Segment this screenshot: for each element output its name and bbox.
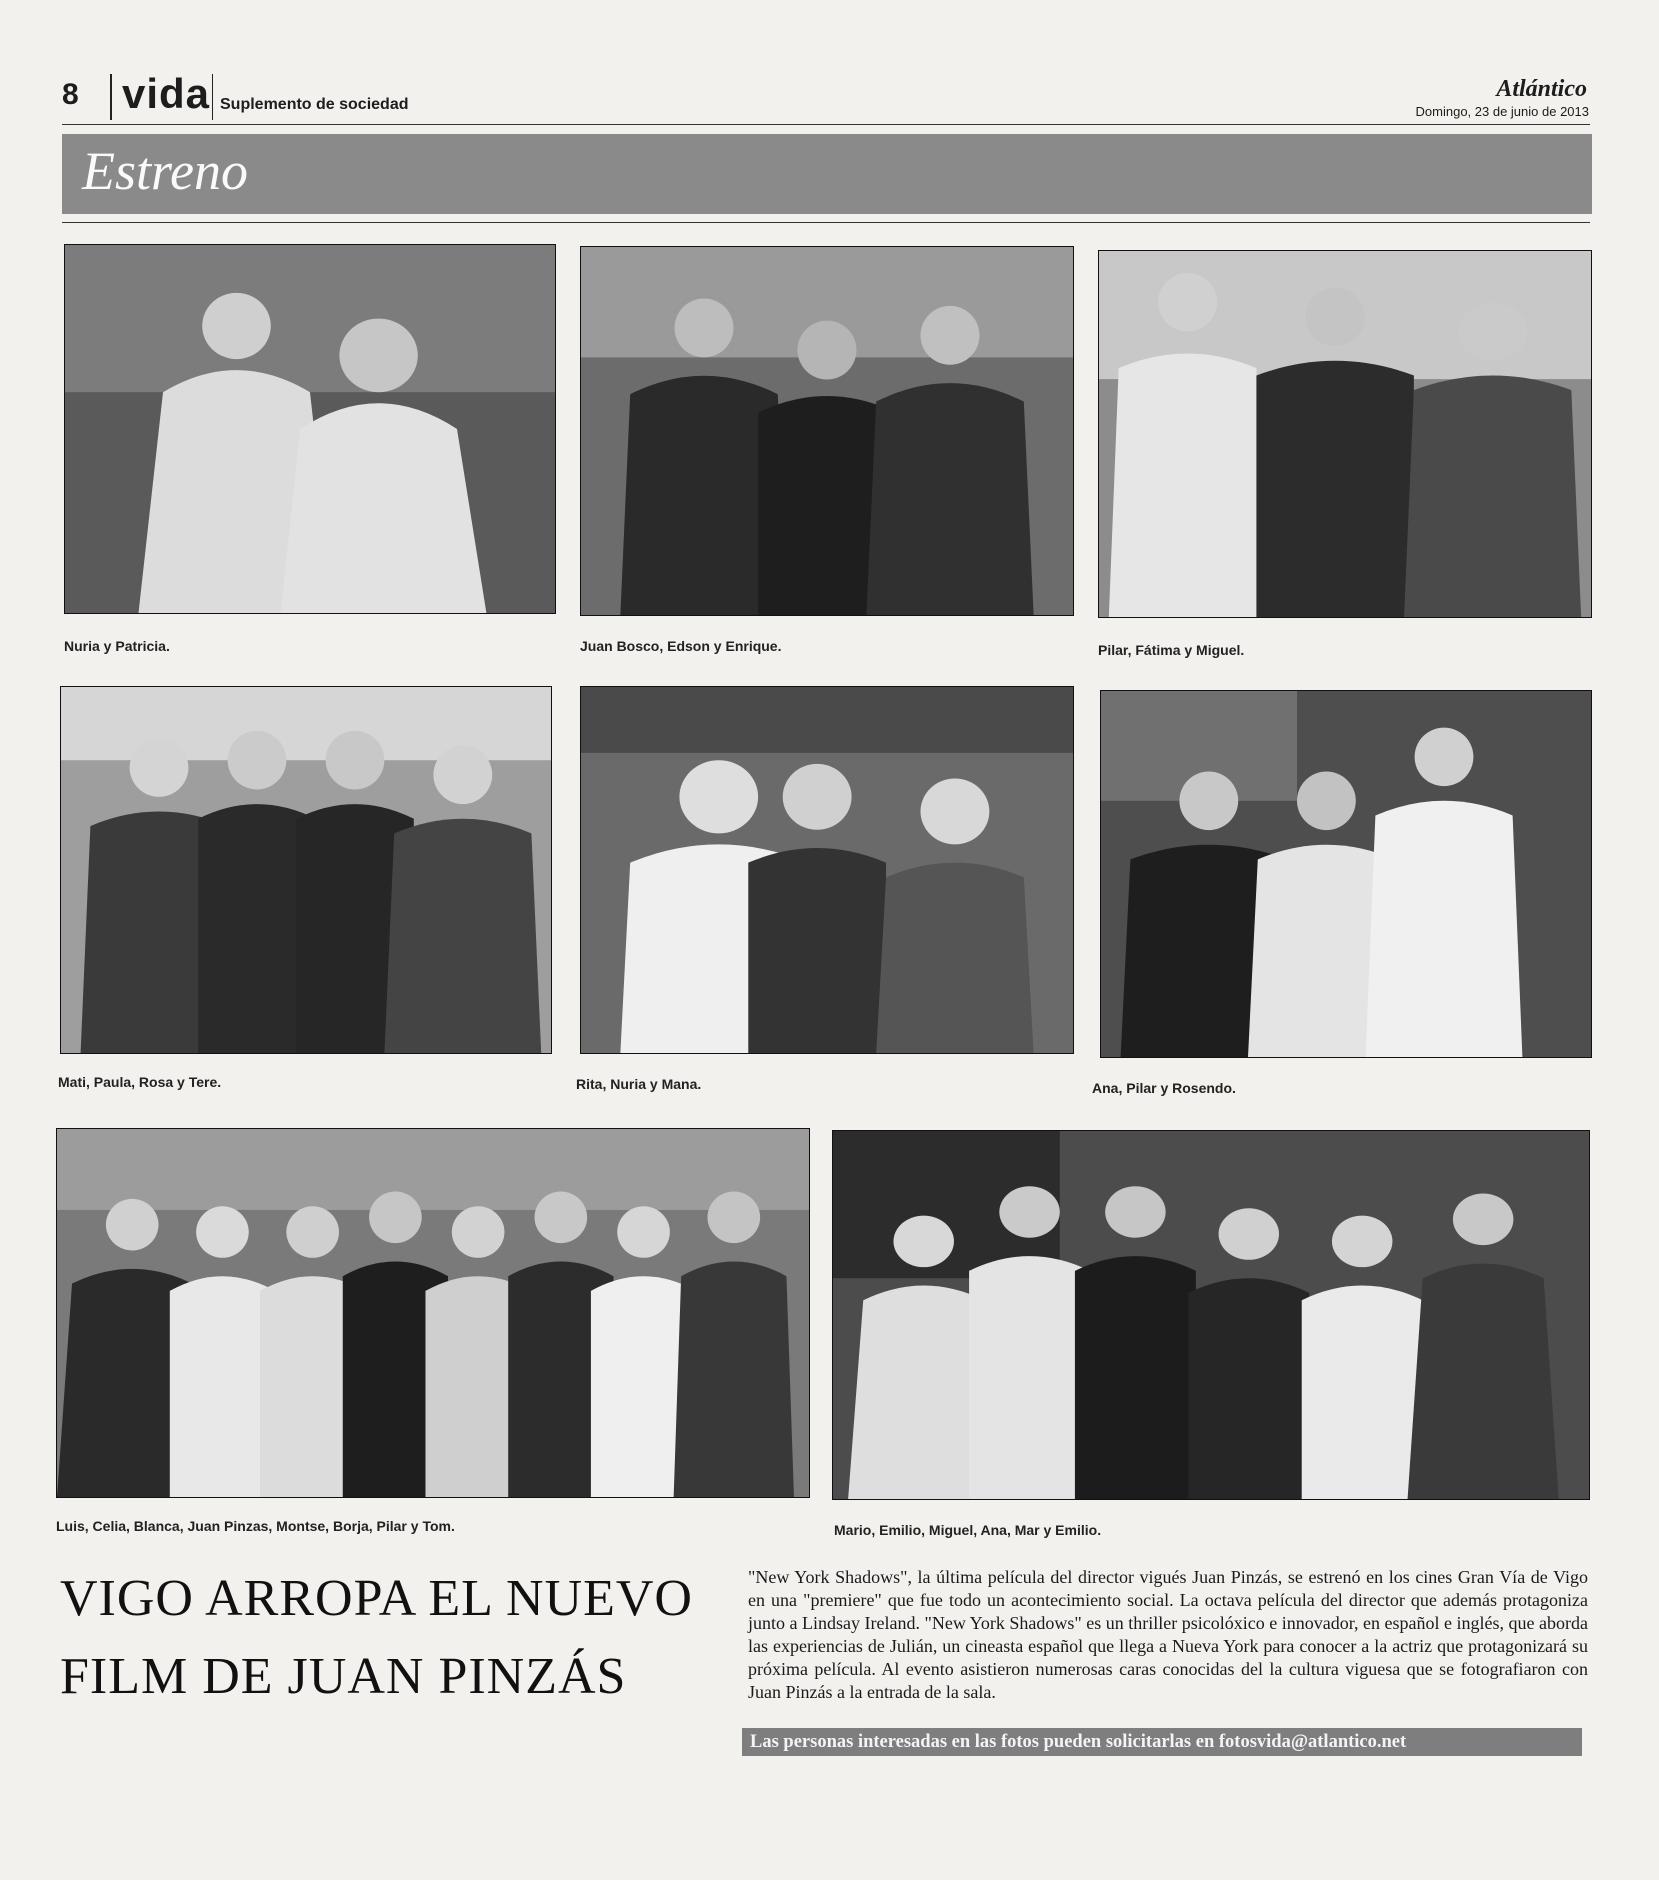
photo-image-icon	[1101, 691, 1591, 1057]
photo-image-icon	[581, 247, 1073, 615]
photo-image-icon	[61, 687, 551, 1053]
section-name: vida	[122, 70, 211, 117]
event-photo	[580, 246, 1074, 616]
newspaper-brand: Atlántico	[1496, 76, 1587, 102]
band-rule	[62, 222, 1590, 223]
photo-caption: Juan Bosco, Edson y Enrique.	[580, 638, 782, 654]
event-photo	[56, 1128, 810, 1498]
supplement-label: Suplemento de sociedad	[220, 96, 409, 113]
photo-image-icon	[833, 1131, 1589, 1499]
photo-image-icon	[57, 1129, 809, 1497]
event-photo	[1098, 250, 1592, 618]
band-title: Estreno	[82, 141, 248, 201]
photo-caption: Luis, Celia, Blanca, Juan Pinzas, Montse, Borja, Pilar y Tom.	[56, 1518, 455, 1534]
headline-line-2: FILM DE JUAN PINZÁS	[60, 1648, 627, 1705]
publication-date: Domingo, 23 de junio de 2013	[1415, 104, 1589, 119]
article-headline	[60, 1560, 740, 1716]
event-photo	[832, 1130, 1590, 1500]
event-photo	[64, 244, 556, 614]
page-number: 8	[62, 78, 79, 111]
photo-caption: Pilar, Fátima y Miguel.	[1098, 642, 1245, 658]
event-photo	[1100, 690, 1592, 1058]
header-divider	[110, 74, 112, 120]
header-divider-2	[212, 74, 213, 120]
photo-image-icon	[1099, 251, 1591, 617]
photo-caption: Nuria y Patricia.	[64, 638, 170, 654]
photo-caption: Ana, Pilar y Rosendo.	[1092, 1080, 1236, 1096]
photo-request-notice: Las personas interesadas en las fotos pueden solicitarlas en fotosvida@atlantico.net	[742, 1728, 1582, 1756]
event-photo	[580, 686, 1074, 1054]
section-band	[62, 134, 1592, 214]
photo-image-icon	[581, 687, 1073, 1053]
photo-image-icon	[65, 245, 555, 613]
article-body: "New York Shadows", la última película del director vigués Juan Pinzás, se estrenó en los cines Gran Vía de Vigo en una "premiere" que fue todo un acontecimiento social. La octava película del director que además protagoniza junto a Lindsay Ireland. "New York Shadows" es un thriller psicolóxico e innovador, en español e inglés, que aborda las experiencias de Julián, un cineasta español que llega a Nueva York para conocer a la actriz que protagonizará su próxima película. Al evento asistieron numerosas caras conocidas del la cultura viguesa que se fotografiaron con Juan Pinzás a la entrada de la sala.	[748, 1567, 1588, 1702]
photo-caption: Rita, Nuria y Mana.	[576, 1076, 702, 1092]
photo-caption: Mati, Paula, Rosa y Tere.	[58, 1074, 222, 1090]
event-photo	[60, 686, 552, 1054]
headline-line-1: VIGO ARROPA EL NUEVO	[60, 1570, 693, 1627]
photo-caption: Mario, Emilio, Miguel, Ana, Mar y Emilio.	[834, 1522, 1102, 1538]
header-rule	[62, 124, 1590, 125]
